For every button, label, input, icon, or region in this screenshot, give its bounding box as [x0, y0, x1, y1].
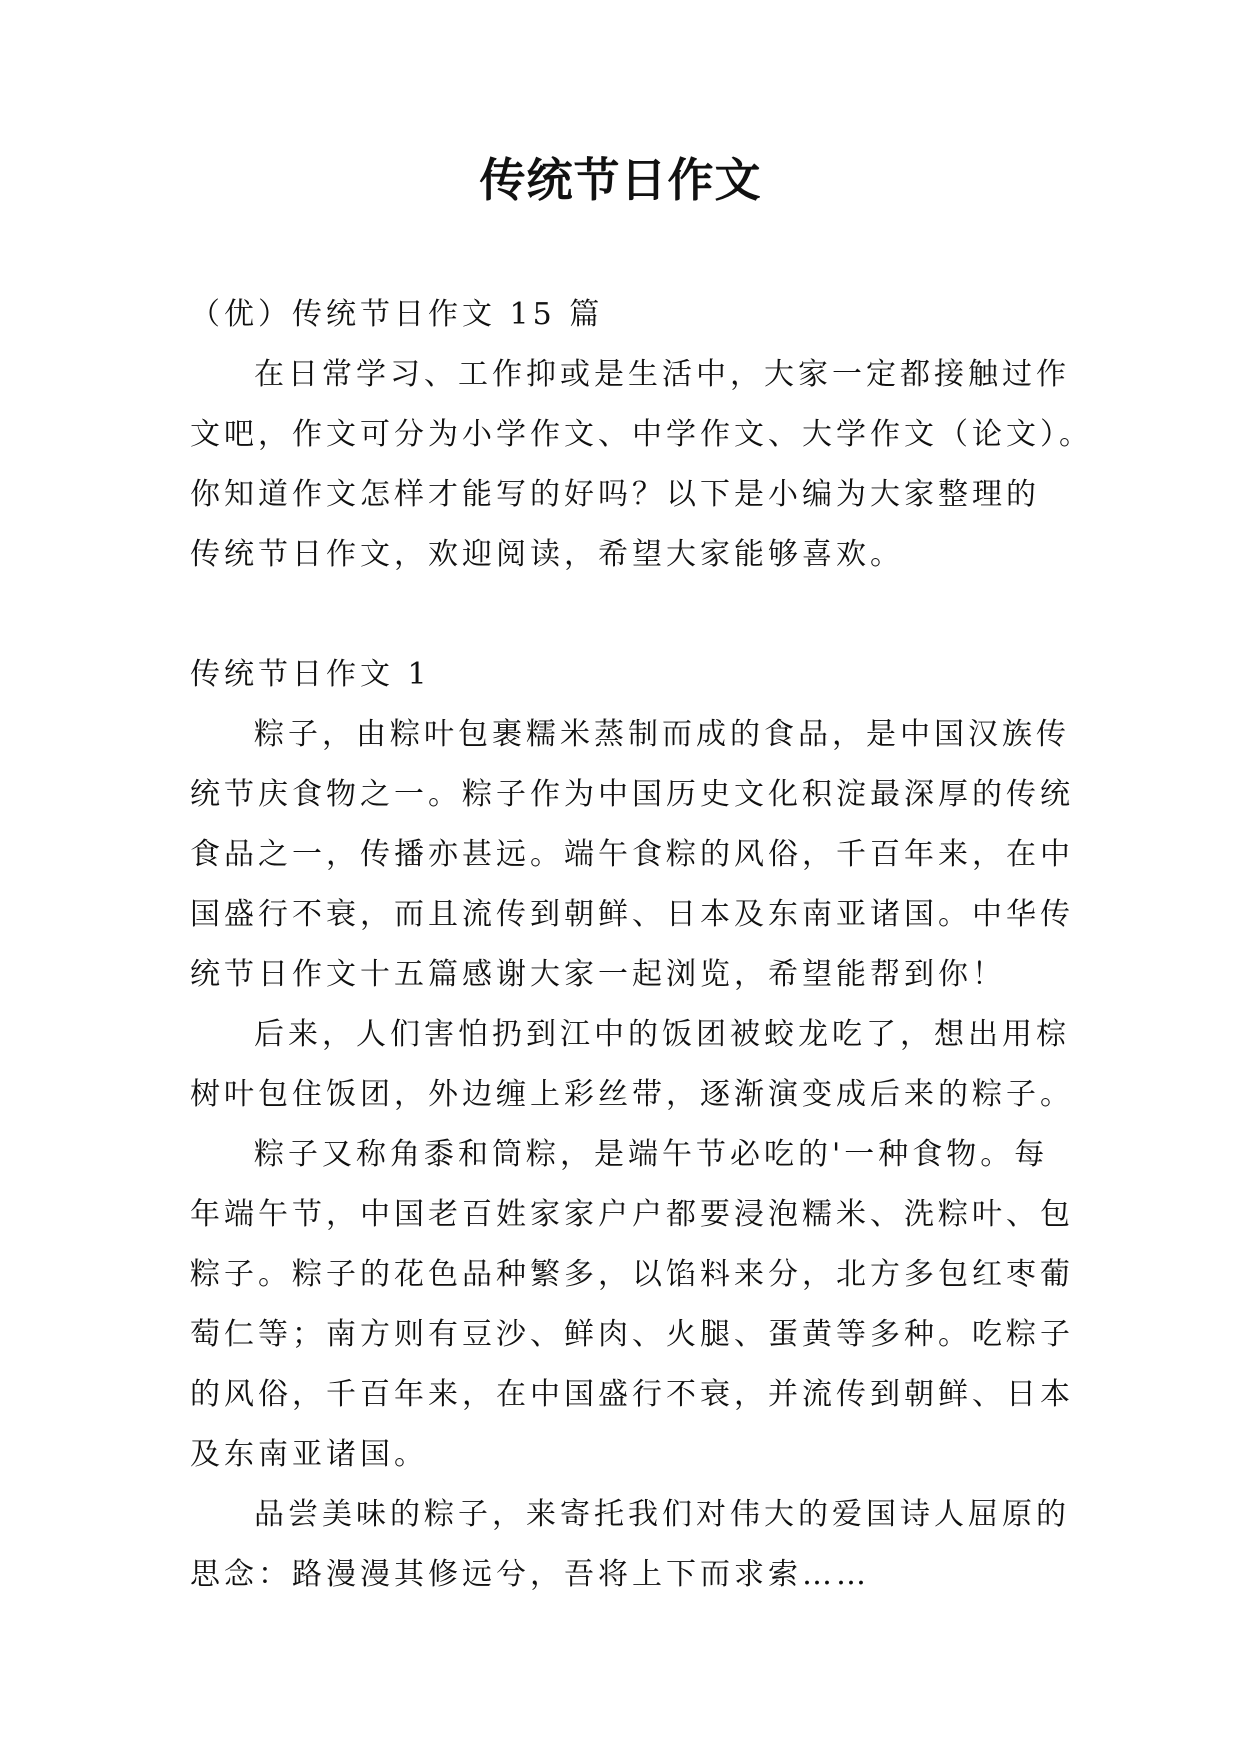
paragraph-spacer — [190, 585, 1060, 645]
text-line: 传统节日作文，欢迎阅读，希望大家能够喜欢。 — [190, 537, 904, 572]
section-heading: 传统节日作文 1 — [190, 657, 431, 692]
text-line: 国盛行不衰，而且流传到朝鲜、日本及东南亚诸国。中华传 — [190, 897, 1074, 932]
text-line: 的风俗，千百年来，在中国盛行不衰，并流传到朝鲜、日本 — [190, 1377, 1074, 1412]
paragraph — [190, 1125, 1074, 1485]
text-line: 后来，人们害怕扔到江中的饭团被蛟龙吃了，想出用棕 — [254, 1017, 1070, 1052]
text-line: 思念：路漫漫其修远兮，吾将上下而求索…… — [190, 1557, 870, 1592]
text-line: 粽子。粽子的花色品种繁多，以馅料来分，北方多包红枣葡 — [190, 1257, 1074, 1292]
text-line: 统节日作文十五篇感谢大家一起浏览，希望能帮到你！ — [190, 957, 1006, 992]
paragraph — [190, 1005, 1074, 1125]
text-line: 及东南亚诸国。 — [190, 1437, 428, 1472]
text-line: 品尝美味的粽子，来寄托我们对伟大的爱国诗人屈原的 — [254, 1497, 1070, 1532]
text-line: 萄仁等；南方则有豆沙、鲜肉、火腿、蛋黄等多种。吃粽子 — [190, 1317, 1074, 1352]
text-line: 粽子又称角黍和筒粽，是端午节必吃的'一种食物。每 — [254, 1137, 1049, 1172]
document-body — [190, 285, 1093, 1605]
text-line: 树叶包住饭团，外边缠上彩丝带，逐渐演变成后来的粽子。 — [190, 1077, 1074, 1112]
text-line: 统节庆食物之一。粽子作为中国历史文化积淀最深厚的传统 — [190, 777, 1074, 812]
text-line: 食品之一，传播亦甚远。端午食粽的风俗，千百年来，在中 — [190, 837, 1074, 872]
text-line: 文吧，作文可分为小学作文、中学作文、大学作文（论文）。 — [190, 417, 1093, 452]
text-line: 在日常学习、工作抑或是生活中，大家一定都接触过作 — [254, 357, 1070, 392]
document-title: 传统节日作文 — [479, 153, 762, 207]
text-line: 年端午节，中国老百姓家家户户都要浸泡糯米、洗粽叶、包 — [190, 1197, 1074, 1232]
intro-paragraph — [190, 345, 1093, 585]
text-line: 粽子，由粽叶包裹糯米蒸制而成的食品，是中国汉族传 — [254, 717, 1070, 752]
document-subtitle: （优）传统节日作文 15 篇 — [190, 297, 604, 332]
paragraph — [190, 1485, 1070, 1605]
text-line: 你知道作文怎样才能写的好吗？以下是小编为大家整理的 — [190, 477, 1040, 512]
paragraph — [190, 705, 1074, 1005]
